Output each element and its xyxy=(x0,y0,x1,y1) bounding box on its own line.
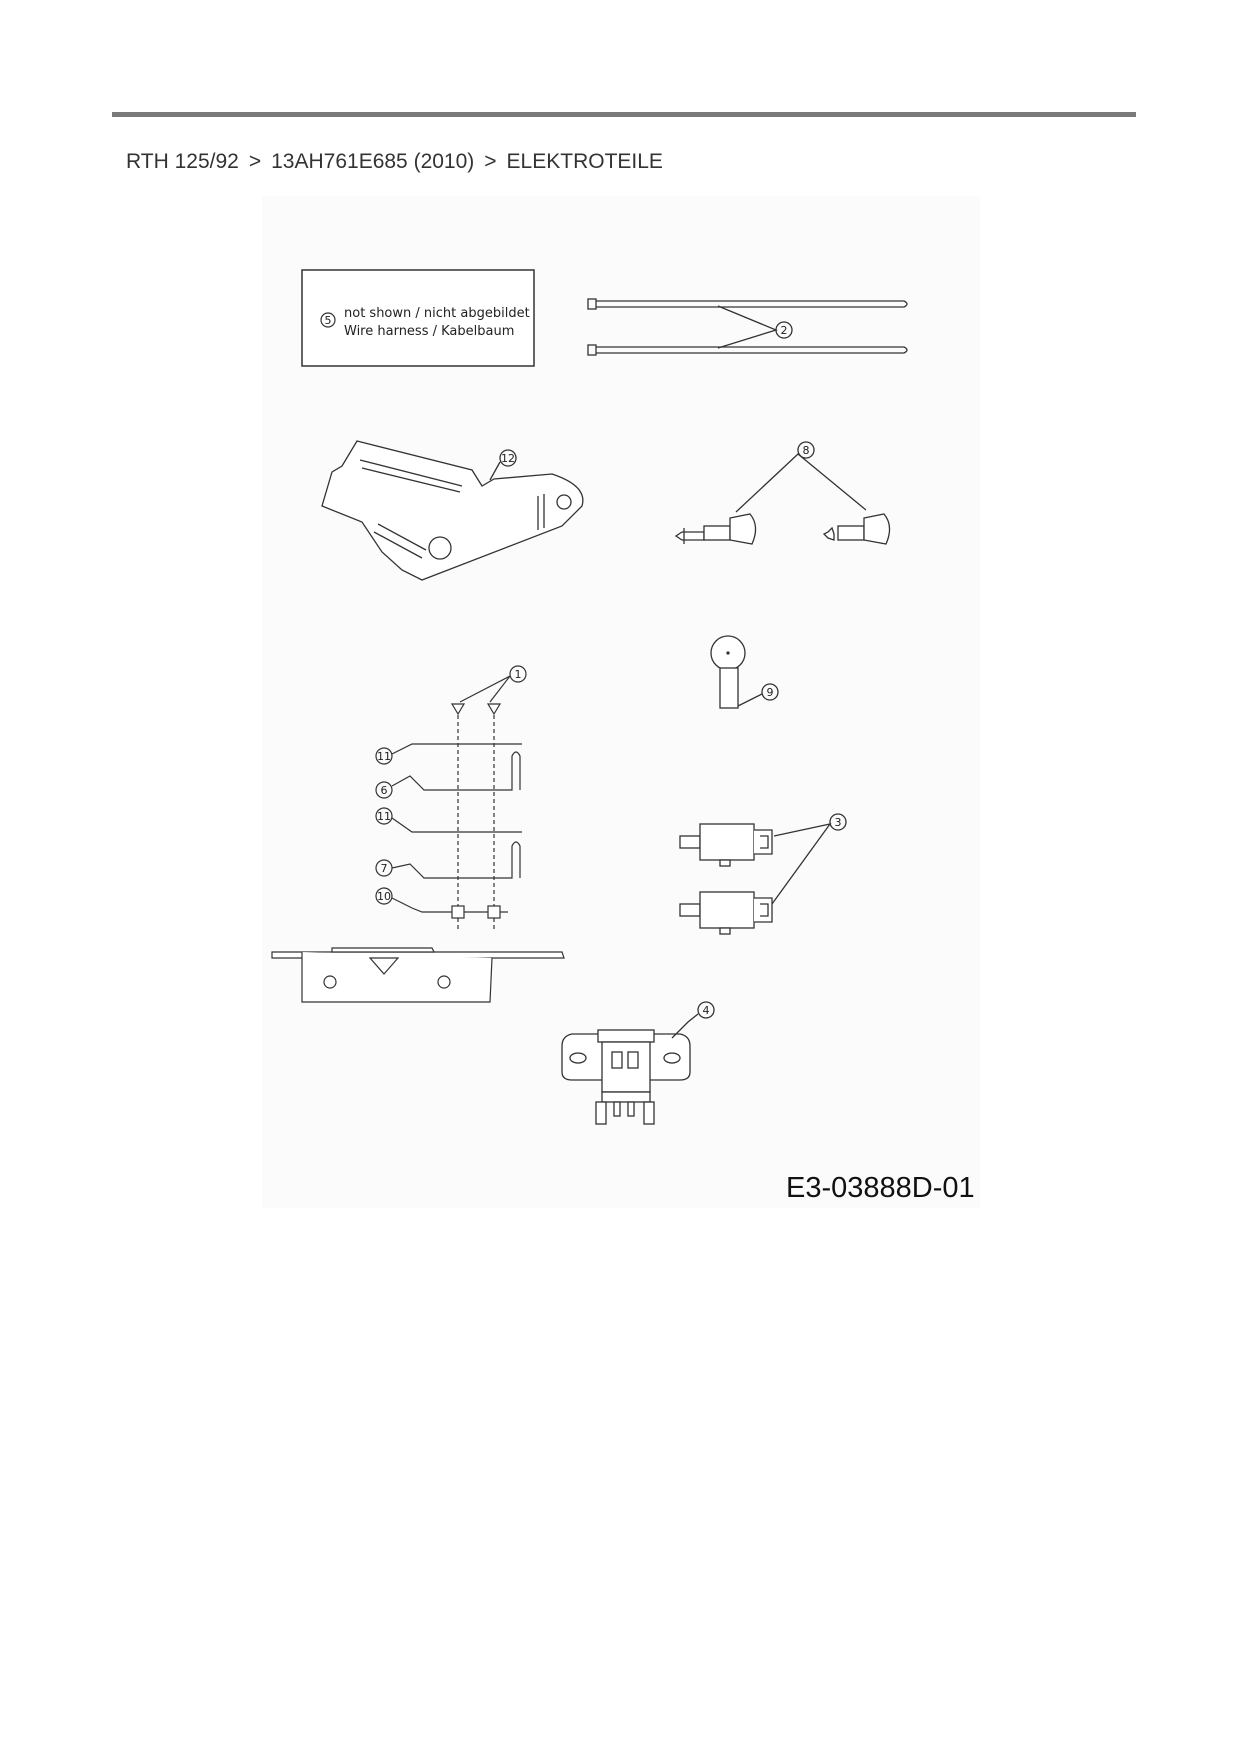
note-box xyxy=(302,270,534,366)
callout-10: 10 xyxy=(377,890,391,903)
callout-6: 6 xyxy=(380,784,388,797)
note-line-2: Wire harness / Kabelbaum xyxy=(344,324,515,339)
callout-11-lower: 11 xyxy=(377,810,391,823)
header-rule xyxy=(112,112,1136,117)
breadcrumb xyxy=(126,150,663,174)
breadcrumb-item-model[interactable]: RTH 125/92 xyxy=(126,150,239,173)
diagram-code: E3-03888D-01 xyxy=(786,1172,975,1204)
callout-7: 7 xyxy=(380,862,388,875)
callout-3: 3 xyxy=(834,816,842,829)
callout-1: 1 xyxy=(514,668,522,681)
parts-diagram xyxy=(262,196,980,1208)
callout-2: 2 xyxy=(780,324,788,337)
callout-8: 8 xyxy=(802,444,810,457)
callout-9: 9 xyxy=(766,686,774,699)
breadcrumb-separator: > xyxy=(484,150,497,173)
breadcrumb-item-section: ELEKTROTEILE xyxy=(506,150,663,173)
parts-diagram-svg xyxy=(262,196,980,1208)
callout-4: 4 xyxy=(702,1004,710,1017)
callout-12: 12 xyxy=(501,452,515,465)
note-number: 5 xyxy=(324,314,332,327)
note-line-1: not shown / nicht abgebildet xyxy=(344,306,530,321)
breadcrumb-separator: > xyxy=(248,150,262,173)
breadcrumb-item-serial[interactable]: 13AH761E685 (2010) xyxy=(271,150,475,173)
callout-11-upper: 11 xyxy=(377,750,391,763)
